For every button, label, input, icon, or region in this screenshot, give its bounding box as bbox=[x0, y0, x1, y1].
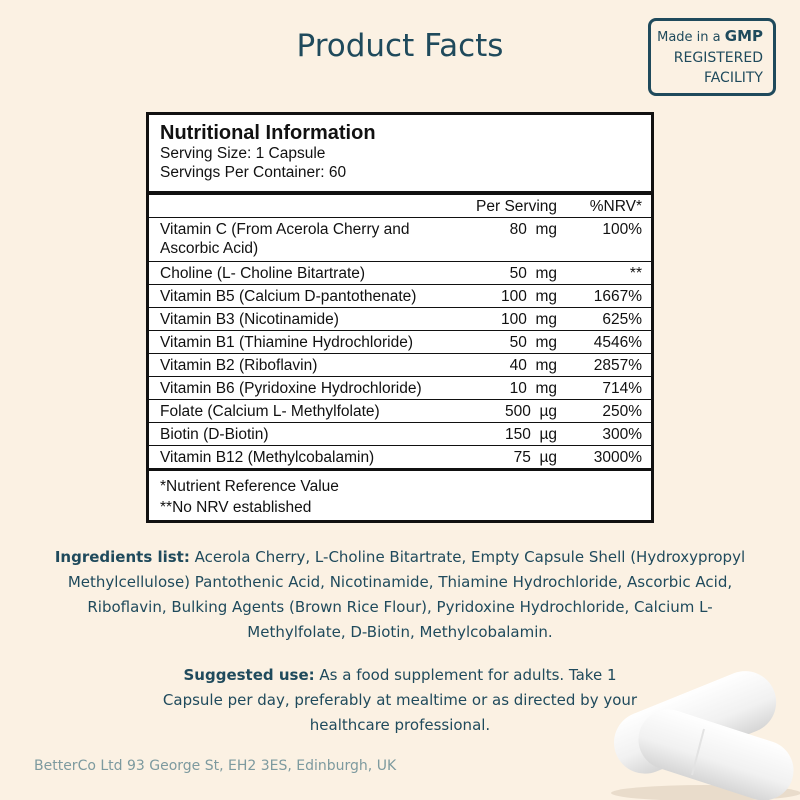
nutrient-rows bbox=[149, 217, 651, 468]
ingredients-text: Acerola Cherry, L-Choline Bitartrate, Empty Capsule Shell (Hydroxypropyl Methylcellulose) Pantothenic Acid, Nicotinamide, Thiamine Hydrochloride, Ascorbic Acid, Riboflavin, Bulking Agents (Brown Rice Flour), Pyridoxine Hydrochloride, Calcium L-Methylfolate, D-Biotin, Methylcobalamin. bbox=[67, 548, 746, 641]
gmp-badge bbox=[648, 18, 776, 96]
nutrient-name: Vitamin B2 (Riboflavin) bbox=[160, 357, 318, 374]
nutrient-amount: 150 µg bbox=[504, 426, 557, 443]
nutrient-amount: 75 µg bbox=[513, 449, 557, 466]
nutrient-name: Vitamin B3 (Nicotinamide) bbox=[160, 311, 339, 328]
gmp-prefix: Made in a bbox=[657, 30, 721, 45]
gmp-badge-line1 bbox=[651, 26, 763, 48]
nutrient-name: Vitamin B1 (Thiamine Hydrochloride) bbox=[160, 334, 413, 351]
nutrition-heading: Nutritional Information bbox=[160, 122, 376, 144]
nutrient-nrv: 625% bbox=[602, 311, 642, 328]
servings-per-container: Servings Per Container: 60 bbox=[160, 164, 347, 181]
company-address: BetterCo Ltd 93 George St, EH2 3ES, Edinburgh, UK bbox=[34, 758, 397, 774]
nutrient-nrv: 4546% bbox=[593, 334, 642, 351]
gmp-badge-line2: REGISTERED bbox=[673, 50, 763, 66]
nutrient-nrv: 1667% bbox=[593, 288, 642, 305]
table-row bbox=[149, 377, 651, 400]
capsules-image bbox=[596, 655, 800, 800]
nutrient-name: Vitamin C (From Acerola Cherry and Ascorbic Acid) bbox=[160, 221, 410, 257]
nutrient-name: Vitamin B5 (Calcium D-pantothenate) bbox=[160, 288, 417, 305]
table-row bbox=[149, 423, 651, 446]
table-row bbox=[149, 308, 651, 331]
nutrient-nrv: 2857% bbox=[593, 357, 642, 374]
serving-size: Serving Size: 1 Capsule bbox=[160, 145, 326, 162]
nutrient-amount: 80 mg bbox=[509, 221, 557, 238]
footnote-no-nrv: **No NRV established bbox=[160, 499, 312, 516]
nutrition-header bbox=[149, 115, 651, 191]
nutrient-amount: 50 mg bbox=[509, 265, 557, 282]
usage-label: Suggested use: bbox=[183, 666, 315, 684]
table-row bbox=[149, 262, 651, 285]
nutrient-name: Vitamin B6 (Pyridoxine Hydrochloride) bbox=[160, 380, 422, 397]
nutrient-nrv: 250% bbox=[602, 403, 642, 420]
table-row bbox=[149, 331, 651, 354]
gmp-badge-line3: FACILITY bbox=[703, 70, 763, 86]
nutrient-nrv: 3000% bbox=[593, 449, 642, 466]
ingredients-label: Ingredients list: bbox=[54, 548, 190, 566]
nutrient-amount: 40 mg bbox=[509, 357, 557, 374]
nutrient-name: Vitamin B12 (Methylcobalamin) bbox=[160, 449, 375, 466]
footnote-nrv: *Nutrient Reference Value bbox=[160, 478, 339, 495]
page-title: Product Facts bbox=[296, 28, 504, 64]
nutrient-name: Choline (L- Choline Bitartrate) bbox=[160, 265, 366, 282]
nutrient-amount: 500 µg bbox=[504, 403, 557, 420]
suggested-use bbox=[160, 663, 640, 738]
gmp-bold: GMP bbox=[724, 27, 763, 45]
table-row bbox=[149, 285, 651, 308]
col-per-serving: Per Serving bbox=[476, 198, 557, 215]
nutrient-name: Folate (Calcium L- Methylfolate) bbox=[160, 403, 380, 420]
col-nrv: %NRV* bbox=[589, 198, 642, 215]
nutrient-amount: 100 mg bbox=[500, 311, 557, 328]
table-row bbox=[149, 446, 651, 468]
usage-text: As a food supplement for adults. Take 1 Capsule per day, preferably at mealtime or as directed by your healthcare professional. bbox=[162, 666, 638, 734]
table-row bbox=[149, 354, 651, 377]
nutrient-nrv: ** bbox=[629, 265, 642, 282]
nutrient-name: Biotin (D-Biotin) bbox=[160, 426, 269, 443]
nutrient-amount: 100 mg bbox=[500, 288, 557, 305]
nutrient-nrv: 300% bbox=[602, 426, 642, 443]
nutrient-nrv: 100% bbox=[602, 221, 642, 238]
table-row bbox=[149, 400, 651, 423]
column-headers bbox=[149, 195, 651, 217]
nutrient-amount: 10 mg bbox=[509, 380, 557, 397]
table-row bbox=[149, 218, 651, 262]
nutrient-amount: 50 mg bbox=[509, 334, 557, 351]
nutrition-footnotes bbox=[149, 468, 651, 518]
ingredients-list bbox=[40, 545, 760, 645]
nutrition-panel bbox=[146, 112, 654, 523]
nutrient-nrv: 714% bbox=[602, 380, 642, 397]
